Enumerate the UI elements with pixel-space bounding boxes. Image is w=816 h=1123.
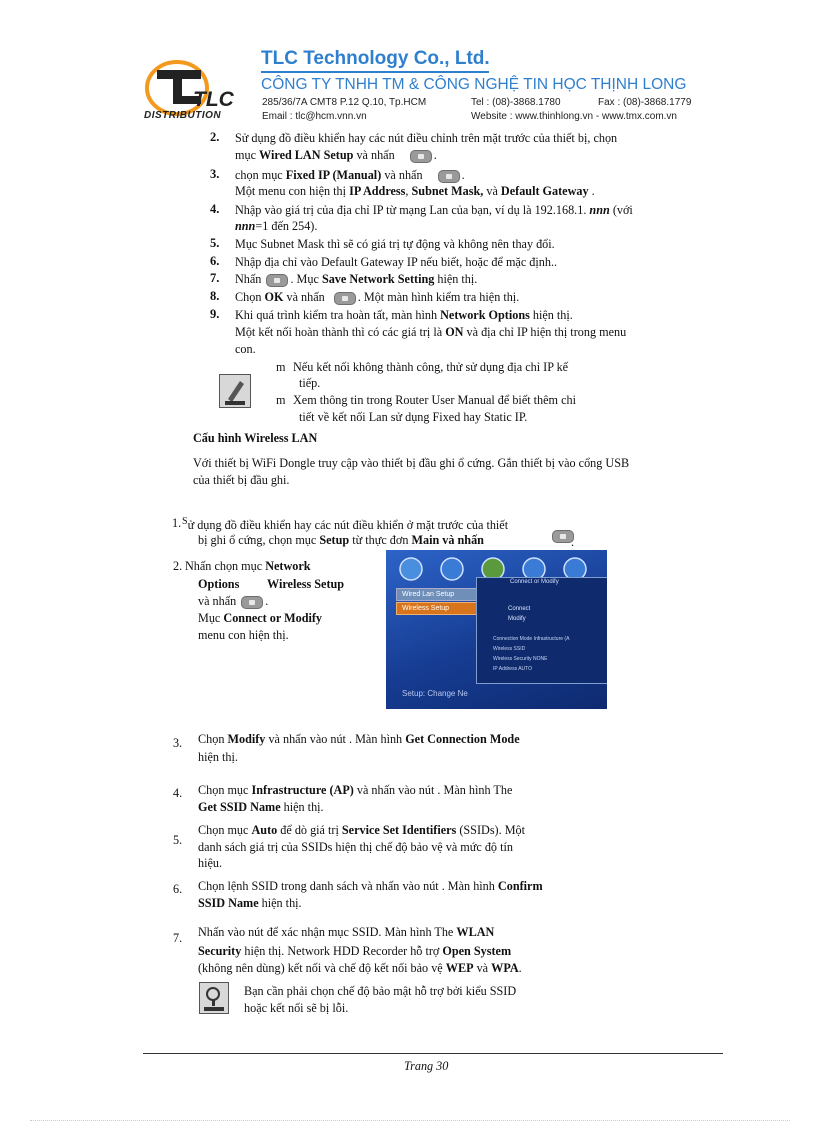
step-text: Get SSID Name hiện thị. <box>198 800 324 814</box>
step-text: con. <box>235 342 256 356</box>
step-text: nnn=1 đến 254). <box>235 219 318 233</box>
step-number: 3. <box>210 167 220 181</box>
section-heading: Cấu hình Wireless LAN <box>193 431 318 445</box>
step-text: Một menu con hiện thị IP Address, Subnet Mask, và Default Gateway . <box>235 184 595 198</box>
menu-item-wired: Wired Lan Setup <box>396 588 483 601</box>
step-text: mục Wired LAN Setup và nhấn . <box>235 148 437 162</box>
panel-option: Connect <box>508 606 531 612</box>
step-text: bị ghi ổ cứng, chọn mục Setup từ thực đơn Main và nhấn <box>198 533 484 547</box>
company-name-vn: CÔNG TY TNHH TM & CÔNG NGHỆ TIN HỌC THỊNH LONG <box>261 76 687 93</box>
page-number: Trang 30 <box>404 1059 449 1073</box>
note-text: hoặc kết nối sẽ bị lỗi. <box>244 1001 349 1015</box>
ok-button-icon <box>438 170 460 183</box>
company-fax: Fax : (08)-3868.1779 <box>598 97 692 108</box>
step-text: SSID Name hiện thị. <box>198 896 302 910</box>
step-text: Security hiện thị. Network HDD Recorder hỗ trợ Open System <box>198 944 512 958</box>
ok-button-icon <box>266 274 288 287</box>
panel-title: Connect or Modify <box>510 579 559 585</box>
screenshot-footer: Setup: Change Ne <box>402 689 468 698</box>
ok-button-icon <box>410 150 432 163</box>
company-email: Email : tlc@hcm.vnn.vn <box>262 111 367 122</box>
panel-info: Wireless Security NONE <box>493 656 548 662</box>
step-text: hiện thị. <box>198 750 238 764</box>
step-text: Chọn mục Auto để dò giá trị Service Set Identifiers (SSIDs). Một <box>198 823 526 837</box>
step-number: 1. <box>172 516 182 530</box>
company-tel: Tel : (08)-3868.1780 <box>471 97 561 108</box>
step-number: 9. <box>210 307 220 321</box>
step-text: Nhấn chọn mục Network <box>185 559 311 573</box>
step-text: Chọn Modify và nhấn vào nút . Màn hình Get Connection Mode <box>198 732 520 746</box>
step-text: Chọn mục Infrastructure (AP) và nhấn vào nút . Màn hình The <box>198 783 513 797</box>
logo-text: TLC <box>193 88 234 111</box>
step-text: Chọn lệnh SSID trong danh sách và nhấn vào nút . Màn hình Confirm <box>198 879 543 893</box>
step-number: 5. <box>210 236 220 250</box>
note-bullet: m <box>276 360 286 374</box>
step-number: 5. <box>173 833 183 847</box>
step-number: 7. <box>173 931 183 945</box>
step-number: 4. <box>173 786 183 800</box>
step-number: 8. <box>210 289 220 303</box>
company-website: Website : www.thinhlong.vn - www.tmx.com.vn <box>471 111 677 122</box>
step-text: Mục Subnet Mask thì sẽ có giá trị tự động và không nên thay đổi. <box>235 237 555 251</box>
note-text: Xem thông tin trong Router User Manual để biết thêm chi <box>293 393 576 407</box>
note-icon <box>219 374 251 408</box>
note-text: Bạn cần phải chọn chế độ bảo mật hỗ trợ bởi kiểu SSID <box>244 984 517 998</box>
step-number: 2. <box>173 559 183 573</box>
step-number: 7. <box>210 271 220 285</box>
step-text: Nhập địa chỉ vào Default Gateway IP nếu biết, hoặc để mặc định.. <box>235 255 558 269</box>
company-address: 285/36/7A CMT8 P.12 Q.10, Tp.HCM <box>262 97 427 108</box>
note-bullet: m <box>276 393 286 407</box>
step-text: (không nên dùng) kết nối và chế độ kết nối bảo vệ WEP và WPA. <box>198 961 522 975</box>
step-number: 3. <box>173 736 183 750</box>
step-text: Khi quá trình kiểm tra hoàn tất, màn hình Network Options hiện thị. <box>235 308 573 322</box>
step-text: Nhấn . Mục Save Network Setting hiện thị. <box>235 272 478 286</box>
logo-subtext: DISTRIBUTION <box>144 110 222 121</box>
ok-button-icon <box>241 596 263 609</box>
step-text: Nhấn vào nút để xác nhận mục SSID. Màn hình The WLAN <box>198 925 495 939</box>
note-text: tiếp. <box>299 376 321 390</box>
step-number: 6. <box>210 254 220 268</box>
step-text: Options <box>198 577 240 591</box>
company-name-en: TLC Technology Co., Ltd. <box>261 48 490 69</box>
footer-rule <box>143 1053 723 1054</box>
step-text: chọn mục Fixed IP (Manual) và nhấn . <box>235 168 465 182</box>
step-text: Chọn OK và nhấn . Một màn hình kiểm tra hiện thị. <box>235 290 520 304</box>
step-text: danh sách giá trị của SSIDs hiện thị chế độ bảo vệ và mức độ tín <box>198 840 513 854</box>
panel-info: Wireless SSID <box>493 646 526 652</box>
step-number: 6. <box>173 882 183 896</box>
step-text: Sử dụng đồ điều khiển hay các nút điều chỉnh trên mặt trước của thiết bị, chọn <box>235 131 618 145</box>
step-number: 2. <box>210 130 220 144</box>
step-number: 4. <box>210 202 220 216</box>
setup-screenshot <box>386 550 607 709</box>
step-text: Mục Connect or Modify <box>198 611 323 625</box>
step-text: Một kết nối hoàn thành thì có các giá trị là ON và địa chỉ IP hiện thị trong menu <box>235 325 627 339</box>
panel-option: Modify <box>508 616 526 622</box>
step-text: Wireless Setup <box>267 577 345 591</box>
important-icon <box>199 982 229 1014</box>
intro-text: Với thiết bị WiFi Dongle truy cập vào thiết bị đầu ghi ổ cứng. Gắn thiết bị vào cổng USB <box>193 456 630 470</box>
step-text: Nhập vào giá trị của địa chỉ IP từ mạng Lan của bạn, ví dụ là 192.168.1. nnn (với <box>235 203 633 217</box>
ok-button-icon <box>334 292 356 305</box>
panel-info: IP Address AUTO <box>493 666 533 672</box>
note-text: Nếu kết nối không thành công, thử sử dụng địa chỉ IP kế <box>293 360 569 374</box>
header-underline <box>261 71 489 73</box>
step-text: menu con hiện thị. <box>198 628 289 642</box>
menu-item-wireless: Wireless Setup <box>396 602 483 615</box>
page-bottom-dotted-rule <box>30 1120 790 1121</box>
intro-text: của thiết bị đầu ghi. <box>193 473 290 487</box>
note-text: tiết về kết nối Lan sử dụng Fixed hay Static IP. <box>299 410 528 424</box>
step-text: . <box>571 535 575 549</box>
step-text: $^S$ử dụng đồ điều khiển hay các nút điều khiển ở mặt trước của thiết <box>182 516 509 533</box>
step-text: hiệu. <box>198 856 223 870</box>
step-text: và nhấn . <box>198 594 269 608</box>
panel-info: Connection Mode Infrastructure (A <box>493 636 570 642</box>
